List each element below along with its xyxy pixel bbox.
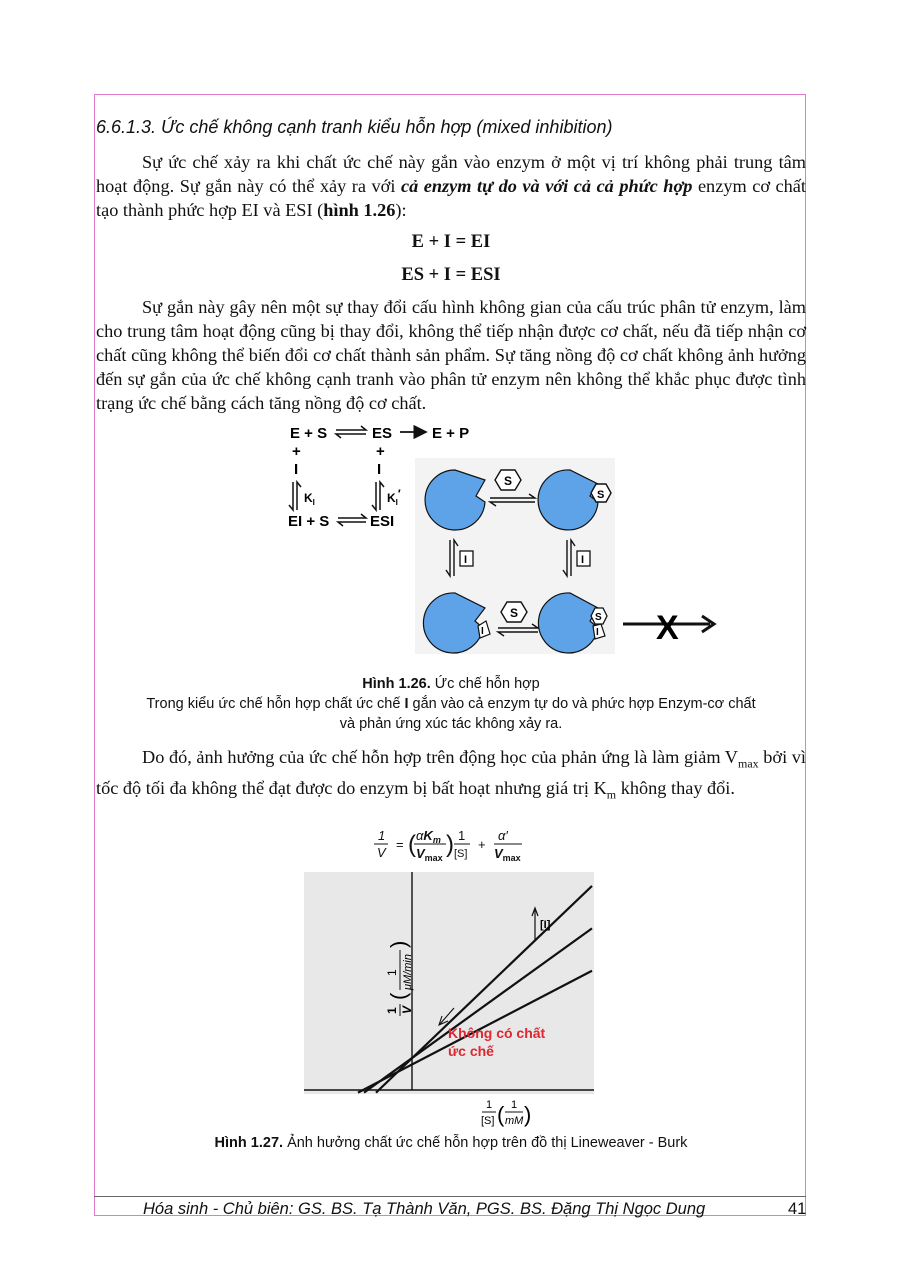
formula-vmax: $V_{max}$ [416, 846, 443, 863]
equation-esi: ES + I = ESI [401, 265, 501, 285]
formula-plus: + [478, 837, 486, 852]
ki-prime-label: $K_I'$ [387, 487, 401, 507]
scheme-esi: ESI [370, 513, 395, 530]
figure-1-26-caption-line2 [96, 694, 806, 714]
substrate-label-bottom: S [510, 606, 519, 620]
annotation-no-inhibitor-1: Không có chất [448, 1025, 546, 1041]
figure-1-27-label: Hình 1.27. [214, 1135, 284, 1151]
y-label-den: V [400, 1005, 414, 1014]
scheme-i-right: I [377, 461, 382, 478]
paragraph-2 [96, 295, 806, 415]
paragraph-2-text: Sự gắn này gây nên một sự thay đổi cấu hình không gian của cấu trúc phân tử enzym, làm cho trung tâm hoạt động cũng bị thay đổi, không thể tiếp nhận được cơ chất, nếu đã tiếp nhận cơ chất cũng không thể biến đổi cơ chất thành sản phẩm. Sự tăng nồng độ cơ chất không ảnh hưởng đến sự gắn của ức chế không cạnh tranh vào phân tử enzym nên không thể khắc phục được tình trạng ức chế bằng cách tăng nồng độ cơ chất. [96, 297, 806, 413]
scheme-plus-right: + [376, 443, 385, 460]
paragraph-1-text-2: enzym cơ chất tạo thành phức hợp EI và ESI ( [96, 176, 806, 220]
inhibitor-concentration-label: [I] [540, 919, 551, 931]
bound-inhibitor-label-left: I [481, 626, 484, 637]
figure-1-26 [280, 418, 730, 658]
formula-akm: $\alpha K_m$ [416, 828, 441, 845]
y-label-num: 1 [385, 1007, 399, 1014]
figure-1-26-title: Ức chế hỗn hợp [430, 676, 540, 692]
es-complex-enzyme [538, 470, 598, 530]
paragraph-1-emphasis: cả enzym tự do và với cả cả phức hợp [400, 176, 693, 196]
x-label-num: 1 [486, 1099, 493, 1111]
equilibrium-arrow-ki [289, 482, 301, 510]
paragraph-3-text-2: bởi vì tốc độ tối đa không thể đạt được do enzym bị bất hoạt nhưng giá trị K [96, 747, 806, 798]
svg-text:): ) [386, 940, 411, 948]
figure-reference: hình 1.26 [323, 200, 396, 220]
free-enzyme-shape [425, 470, 485, 530]
formula-lhs-den: V [377, 845, 386, 860]
figure-1-27-caption [96, 1133, 806, 1153]
formula-s: [S] [454, 848, 468, 860]
footer-divider [94, 1196, 806, 1197]
bound-substrate-label: S [597, 489, 605, 501]
vmax-subscript: max [738, 756, 759, 771]
ki-label: $K_I$ [304, 491, 315, 507]
svg-text:(: ( [386, 992, 411, 1000]
caption-text-2: gắn vào cả enzym tự do và phức hợp Enzym-cơ chất [408, 696, 756, 712]
x-unit-num: 1 [511, 1099, 518, 1111]
annotation-no-inhibitor-2: ức chế [448, 1043, 494, 1059]
equilibrium-arrow-es [336, 426, 366, 438]
paragraph-3-text-3: không thay đổi. [616, 777, 735, 798]
x-axis-label [481, 1099, 531, 1127]
figure-1-27-title: Ảnh hưởng chất ức chế hỗn hợp trên đồ thị Lineweaver - Burk [283, 1135, 688, 1151]
svg-text:(: ( [408, 831, 416, 858]
equilibrium-arrow-ki-prime [372, 482, 384, 510]
footer-text: Hóa sinh - Chủ biên: GS. BS. Tạ Thành Văn, PGS. BS. Đặng Thị Ngọc Dung [143, 1200, 706, 1218]
y-unit-den: μM/min [402, 954, 414, 990]
paragraph-1-text: Sự ức chế xảy ra khi chất ức chế này gắn vào enzym ở một vị trí không phải trung tâm hoạt động. Sự gắn này có thể xảy ra với [96, 152, 806, 196]
equation-ei: E + I = EI [411, 232, 491, 252]
formula-lhs-num: 1 [378, 828, 386, 843]
figure-1-26-caption-title [96, 674, 806, 694]
figure-1-26-label: Hình 1.26. [362, 676, 431, 692]
svg-text:(: ( [497, 1102, 505, 1127]
figure-1-27 [304, 828, 594, 1130]
lineweaver-burk-formula [374, 828, 522, 863]
figure-1-26-caption-line3: và phản ứng xúc tác không xảy ra. [339, 716, 563, 732]
scheme-e-plus-s: E + S [290, 425, 328, 442]
paragraph-3-text: Do đó, ảnh hưởng của ức chế hỗn hợp trên động học của phản ứng là làm giảm V [142, 747, 739, 767]
scheme-i-left: I [294, 461, 299, 478]
esi-inhibitor-label: I [596, 627, 599, 638]
formula-equals: = [396, 837, 404, 852]
x-unit-den: mM [505, 1115, 524, 1127]
inhibitor-label-left: I [464, 554, 468, 566]
caption-inhibitor: I [404, 696, 409, 712]
esi-substrate-label: S [595, 612, 602, 623]
section-heading: 6.6.1.3. Ức chế không cạnh tranh kiểu hỗn hợp (mixed inhibition) [96, 117, 613, 137]
formula-alpha-prime: α′ [498, 828, 508, 843]
page-number: 41 [788, 1200, 807, 1218]
scheme-plus-left: + [292, 443, 301, 460]
caption-text: Trong kiểu ức chế hỗn hợp chất ức chế [146, 696, 405, 712]
paragraph-3 [96, 745, 806, 806]
scheme-e-plus-p: E + P [432, 425, 470, 442]
formula-one: 1 [458, 828, 466, 843]
scheme-es: ES [372, 425, 393, 442]
formula-vmax-2: $V_{max}$ [494, 846, 521, 863]
blocked-x-mark: X [656, 609, 679, 647]
svg-text:): ) [446, 831, 454, 858]
paragraph-1-text-3: ): [395, 200, 407, 220]
equilibrium-arrow-esi [338, 514, 366, 526]
paragraph-1 [96, 150, 806, 222]
km-subscript: m [606, 787, 617, 802]
scheme-ei-plus-s: EI + S [288, 513, 330, 530]
svg-text:): ) [524, 1102, 532, 1127]
inhibitor-label-right: I [581, 554, 585, 566]
y-unit-num: 1 [385, 969, 399, 976]
x-label-den: [S] [481, 1115, 495, 1127]
plot-background [304, 872, 594, 1094]
substrate-label-top: S [504, 474, 513, 488]
